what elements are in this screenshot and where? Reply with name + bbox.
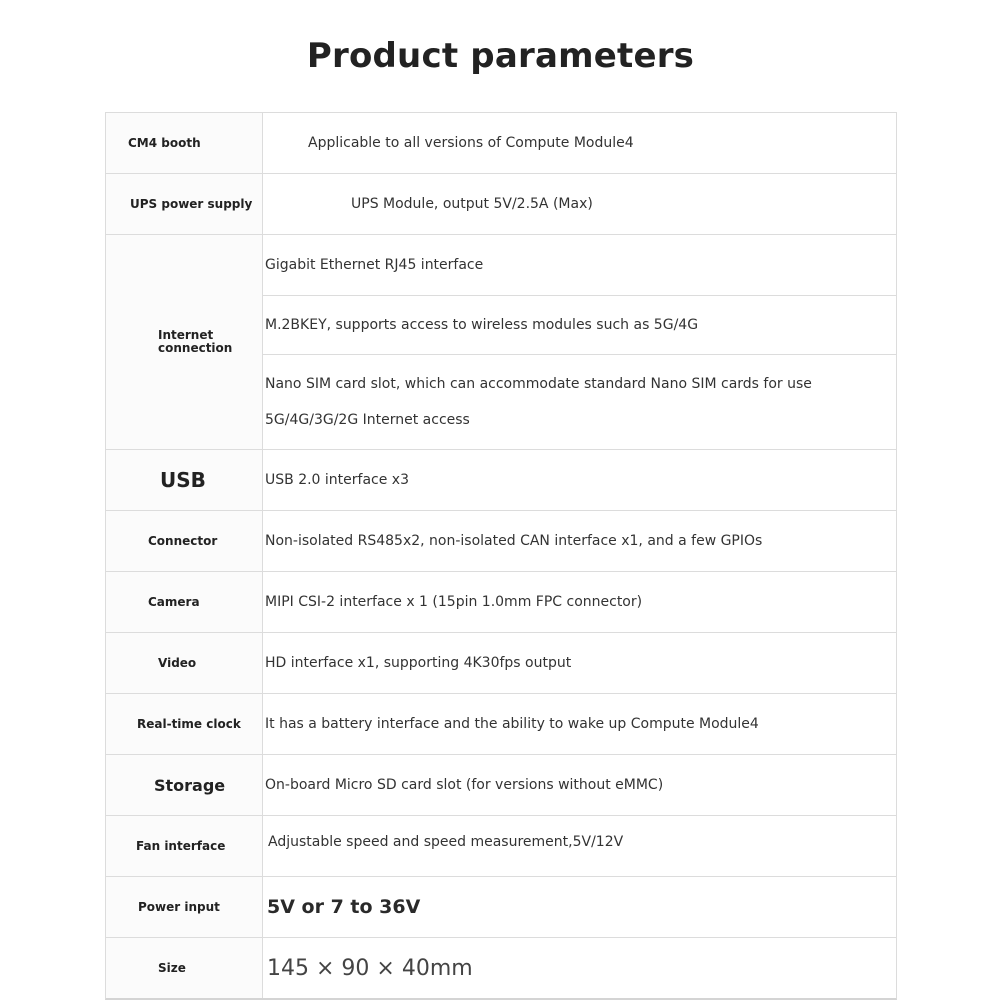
parameters-table (105, 112, 897, 1000)
row-value: M.2BKEY, supports access to wireless modules such as 5G/4G (263, 295, 896, 355)
row-label: CM4 booth (106, 113, 263, 173)
row-value: Nano SIM card slot, which can accommodate standard Nano SIM cards for use (265, 376, 812, 393)
table-row (106, 510, 896, 571)
row-value: 5V or 7 to 36V (267, 896, 421, 918)
table-row (106, 876, 896, 937)
table-row (106, 632, 896, 693)
table-row (106, 754, 896, 815)
row-value: Gigabit Ethernet RJ45 interface (265, 256, 484, 273)
table-row (106, 449, 896, 510)
row-value: On-board Micro SD card slot (for versions without eMMC) (265, 777, 664, 793)
row-value: Applicable to all versions of Compute Module4 (308, 135, 634, 151)
row-value: UPS Module, output 5V/2.5A (Max) (351, 196, 593, 212)
table-row (106, 693, 896, 754)
row-label: Size (106, 938, 263, 998)
row-label: Camera (106, 572, 263, 632)
row-label: UPS power supply (106, 174, 263, 234)
row-value: HD interface x1, supporting 4K30fps output (265, 655, 572, 671)
table-row (106, 234, 896, 449)
row-value: Adjustable speed and speed measurement,5V/12V (268, 834, 624, 850)
table-row (106, 571, 896, 632)
row-value: Non-isolated RS485x2, non-isolated CAN interface x1, and a few GPIOs (265, 533, 763, 549)
page-title: Product parameters (306, 36, 695, 76)
row-label: USB (106, 450, 263, 510)
row-label: Connector (106, 511, 263, 571)
table-row (106, 173, 896, 234)
row-label: Fan interface (106, 816, 263, 876)
row-value: It has a battery interface and the ability to wake up Compute Module4 (265, 716, 759, 732)
row-value-multi (263, 354, 896, 449)
row-value: 5G/4G/3G/2G Internet access (265, 412, 470, 429)
row-value: USB 2.0 interface x3 (265, 472, 409, 488)
table-row (106, 113, 896, 173)
row-label (106, 235, 263, 449)
row-label-text: Internet connection (158, 328, 233, 355)
row-label: Real-time clock (106, 694, 263, 754)
row-value: MIPI CSI-2 interface x 1 (15pin 1.0mm FPC connector) (265, 594, 643, 610)
row-subvalues (263, 235, 896, 449)
table-row (106, 815, 896, 876)
row-value: 145 × 90 × 40mm (267, 955, 473, 981)
row-label: Power input (106, 877, 263, 937)
table-row (106, 937, 896, 998)
row-label: Storage (106, 755, 263, 815)
row-label: Video (106, 633, 263, 693)
